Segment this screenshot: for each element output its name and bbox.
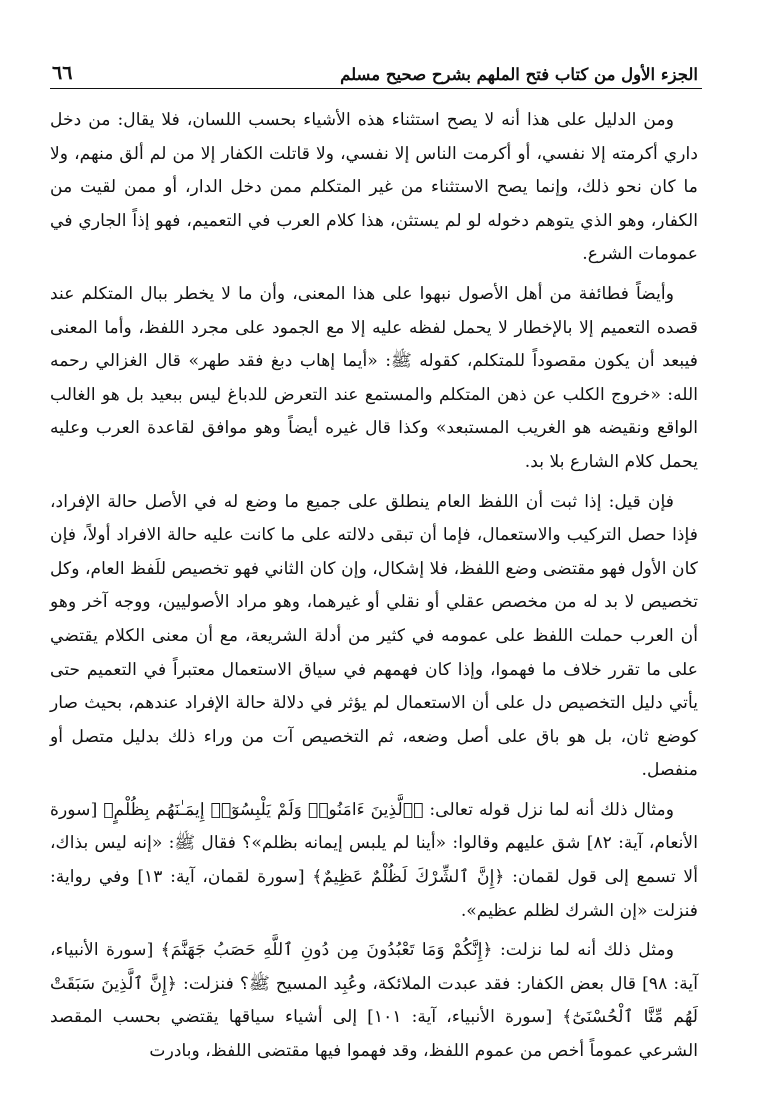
paragraph-4: ومثال ذلك أنه لما نزل قوله تعالى: ﴿ٱلَّذِينَ ءَامَنُوا۟ وَلَمْ يَلْبِسُوٓا۟ إِيمَـٰنَهُم بِظُلْمٍ﴾ [سورة الأنعام، آية: ٨٢] شق عليهم وقالوا: «أينا لم يلبس إيمانه بظلم»؟ فقال ﷺ: «إنه ليس بذاك، ألا تسمع إلى قول لقمان: ﴿إِنَّ ٱلشِّرْكَ لَظُلْمٌ عَظِيمٌ﴾ [سورة لقمان، آية: ١٣] وفي رواية: فنزلت «إن الشرك لظلم عظيم». bbox=[50, 799, 698, 921]
paragraph-3: فإن قيل: إذا ثبت أن اللفظ العام ينطلق على جميع ما وضع له في الأصل حالة الإفراد، فإذا حصل التركيب والاستعمال، فإما أن تبقى دلالته على ما كانت عليه حالة الافراد أولاً، فإن كان الأول فهو مقتضى وضع اللفظ، فلا إشكال، وإن كان الثاني فهو تخصيص للَفظ العام، وكل تخصيص لا بد له من مخصص عقلي أو نقلي أو غيرهما، وهو مراد الأصوليين، ووجه آخر وهو أن العرب حملت اللفظ على عمومه في كثير من أدلة الشريعة، مع أن معنى الكلام يقتضي على ما تقرر خلاف ما فهموا، وإذا كان فهمهم في سياق الاستعمال معتبراً في التعميم حتى يأتي دليل التخصيص دل على أن الاستعمال لم يؤثر في دلالة حالة الإفراد عندهم، بحيث صار كوضع ثان، بل هو باق على أصل وضعه، ثم التخصيص آت من وراء ذلك بدليل متصل أو منفصل. bbox=[50, 491, 698, 781]
paragraph-5: ومثل ذلك أنه لما نزلت: ﴿إِنَّكُمْ وَمَا تَعْبُدُونَ مِن دُونِ ٱللَّهِ حَصَبُ جَهَنَّمَ﴾ [سورة الأنبياء، آية: ٩٨] قال بعض الكفار: فقد عبدت الملائكة، وعُبِد المسيح ﷺ؟ فنزلت: ﴿إِنَّ ٱلَّذِينَ سَبَقَتْ لَهُم مِّنَّا ٱلْحُسْنَىٰٓ﴾ [سورة الأنبياء، آية: ١٠١] إلى أشياء سياقها يقتضي بحسب المقصد الشرعي عموماً أخص من عموم اللفظ، وقد فهموا فيها مقتضى اللفظ، وبادرت bbox=[50, 940, 698, 1062]
paragraph-2: وأيضاً فطائفة من أهل الأصول نبهوا على هذا المعنى، وأن ما لا يخطر ببال المتكلم عند قصده التعميم إلا بالإخطار لا يحمل لفظه عليه إلا مع الجمود على مجرد اللفظ، وأما المعنى فيبعد أن يكون مقصوداً للمتكلم، كقوله ﷺ: «أيما إهاب دبغ فقد طهر» قال الغزالي رحمه الله: «خروج الكلب عن ذهن المتكلم والمستمع عند التعرض للدباغ ليس ببعيد بل هو الغالب الواقع ونقيضه هو الغريب المستبعد» وكذا قال غيره أيضاً وهو موافق لقاعدة العرب وعليه يحمل كلام الشارع بلا بد. bbox=[50, 283, 698, 472]
page-number: ٦٦ bbox=[52, 62, 73, 84]
text-body bbox=[50, 104, 698, 1069]
paragraph-1: ومن الدليل على هذا أنه لا يصح استثناء هذه الأشياء بحسب اللسان، فلا يقال: من دخل داري أكرمته إلا نفسي، أو أكرمت الناس إلا نفسي، ولا قاتلت الكفار إلا من لم ألق منهم، ولا ما كان نحو ذلك، وإنما يصح الاستثناء من غير المتكلم ممن دخل الدار، أو ممن لقيت من الكفار، وهو الذي يتوهم دخوله لو لم يستثن، هذا كلام العرب في التعميم، فهو إذاً الجاري في عمومات الشرع. bbox=[50, 110, 698, 265]
running-header bbox=[52, 54, 698, 84]
book-title: الجزء الأول من كتاب فتح الملهم بشرح صحيح مسلم bbox=[340, 65, 698, 84]
header-rule bbox=[50, 88, 702, 89]
